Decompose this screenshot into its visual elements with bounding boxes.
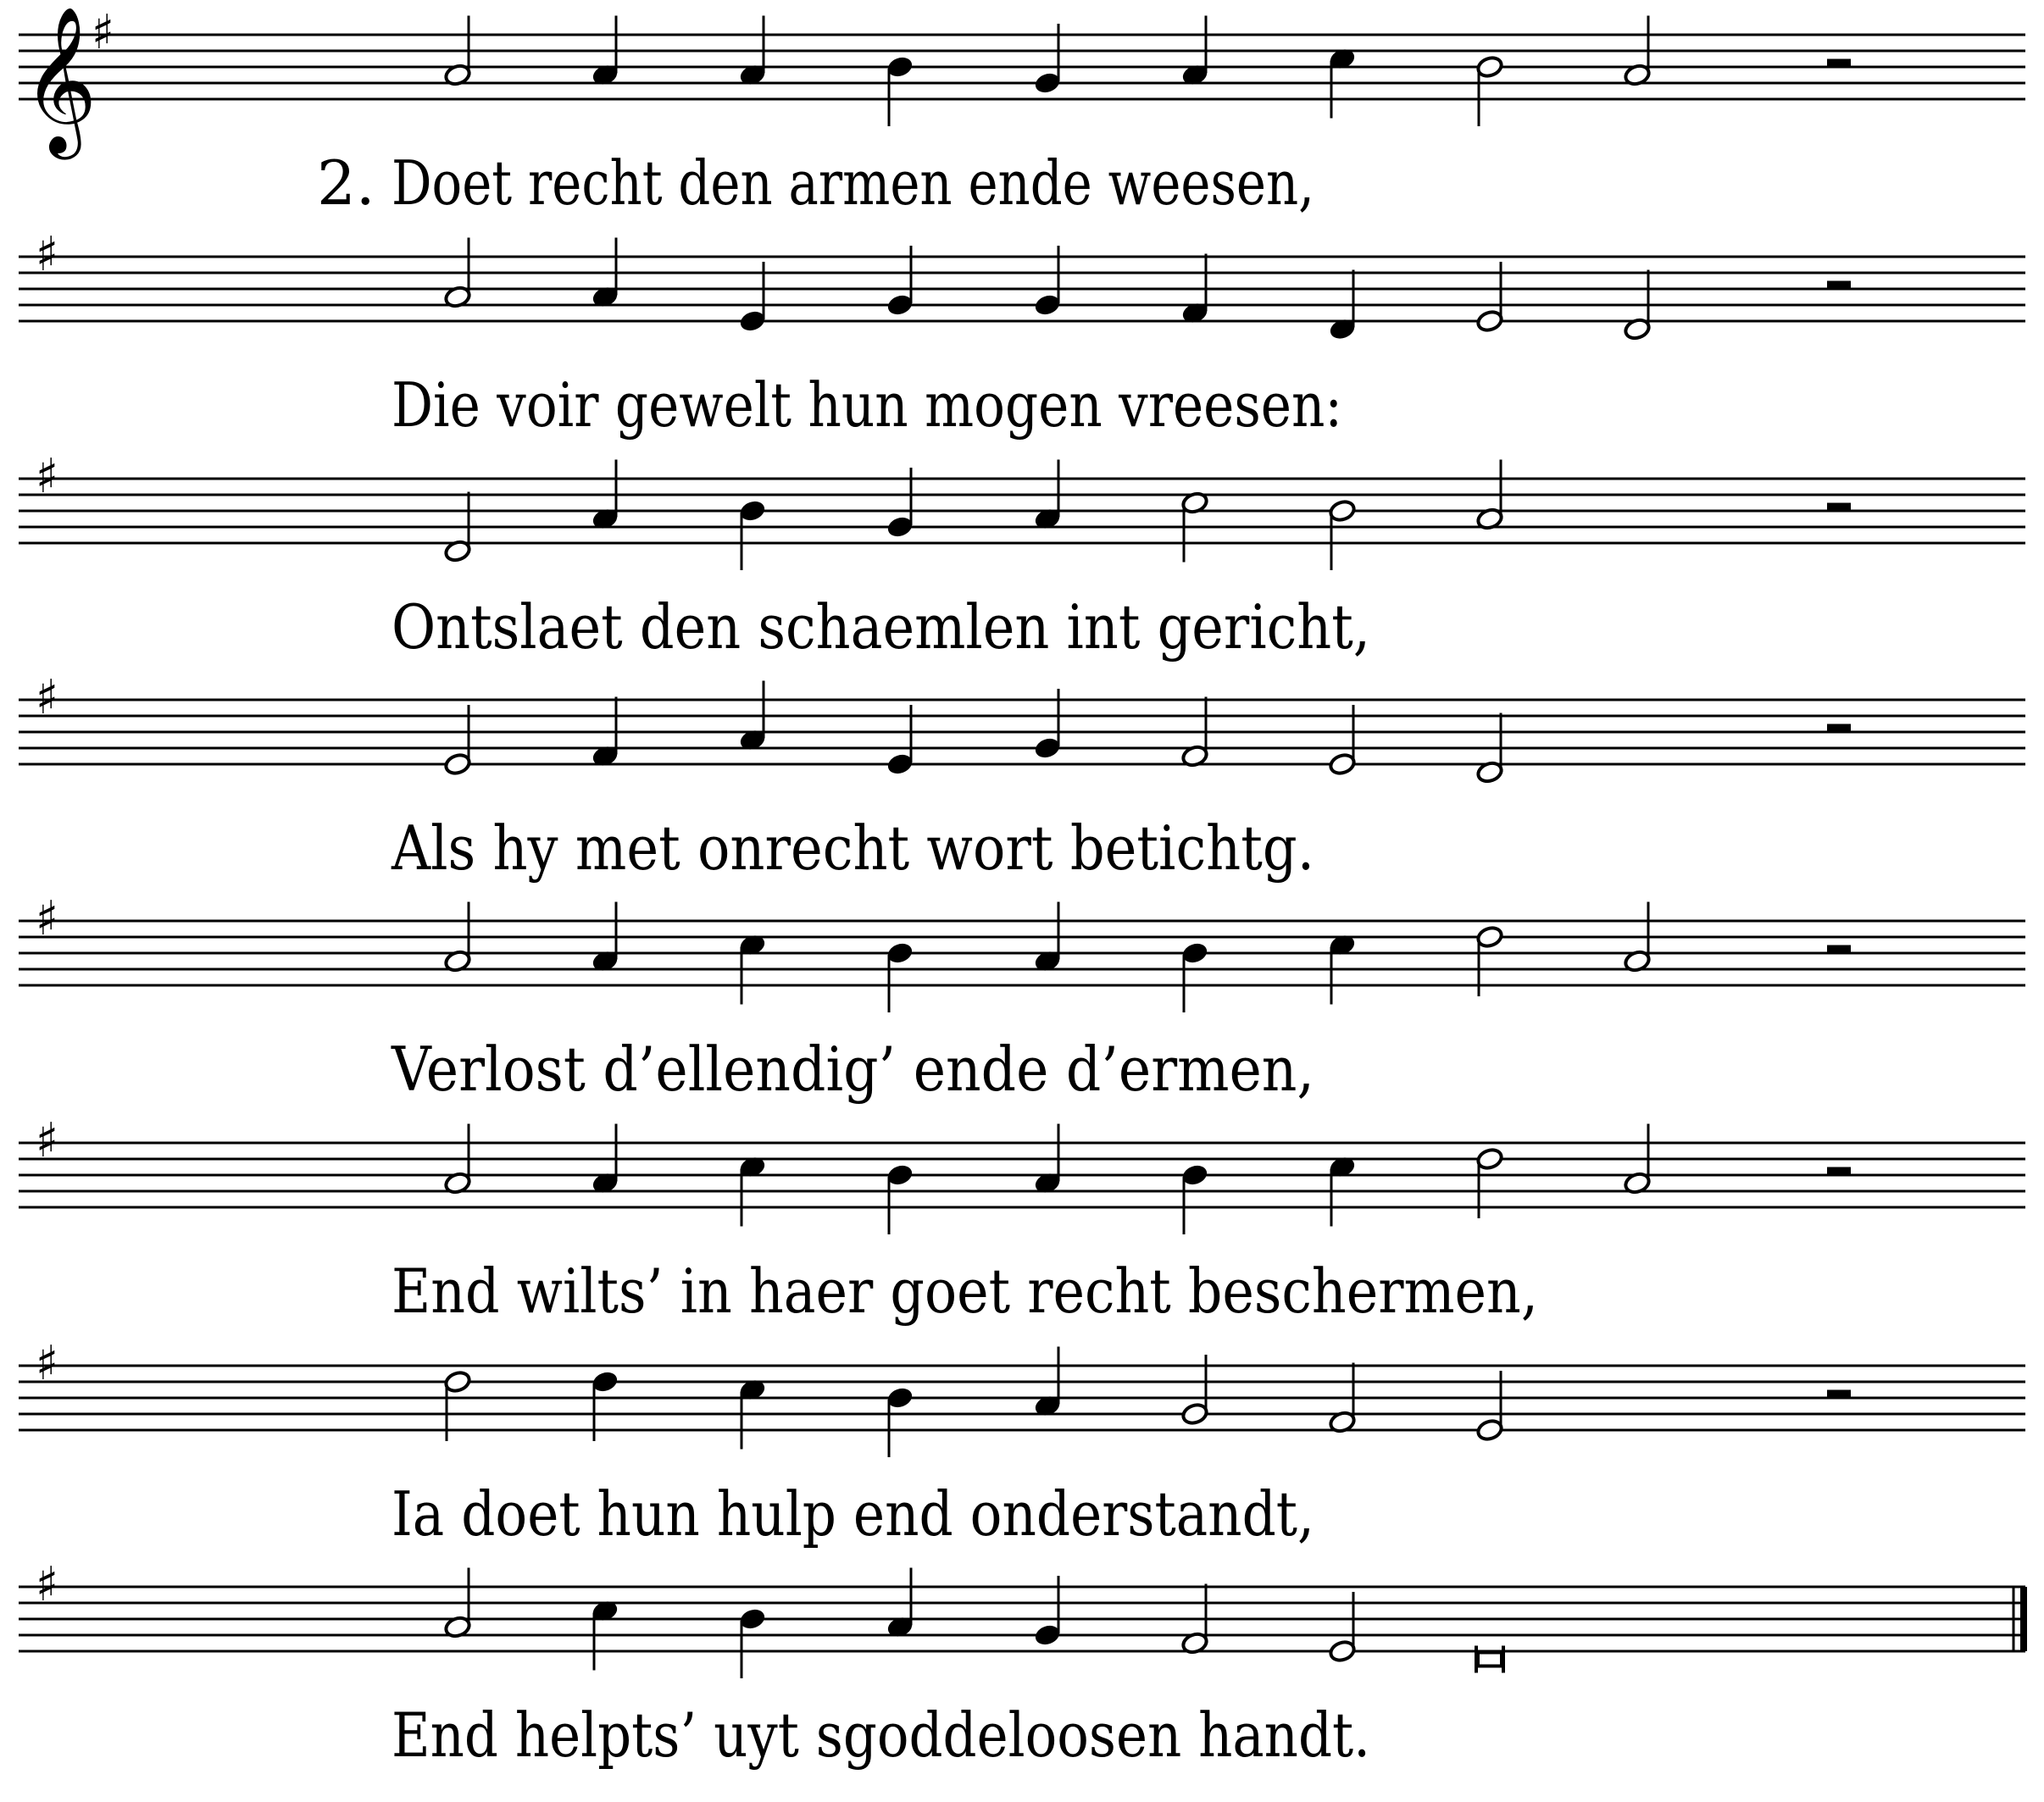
staff-system	[19, 227, 2025, 441]
note	[738, 499, 766, 570]
sharp-icon: ♯	[36, 449, 59, 504]
staff-system	[19, 1113, 2025, 1327]
note	[1180, 941, 1208, 1012]
half-rest-icon	[1827, 945, 1851, 954]
lyric-line: Die voir gewelt hun mogen vreesen:	[392, 369, 1342, 441]
half-rest-icon	[1827, 1390, 1851, 1399]
note	[886, 1386, 914, 1457]
lyric-line: End helpts’ uyt sgoddeloosen handt.	[392, 1699, 1370, 1771]
half-rest-icon	[1827, 1167, 1851, 1176]
lyric-line: Verlost d’ellendig’ ende d’ermen,	[391, 1034, 1315, 1105]
sharp-icon: ♯	[36, 1113, 59, 1168]
half-rest-icon	[1827, 59, 1851, 68]
lyric-line: Als hy met onrecht wort betichtg.	[391, 812, 1314, 884]
sharp-icon: ♯	[36, 670, 59, 725]
half-rest-icon	[1827, 503, 1851, 512]
staff-system	[19, 5, 2025, 219]
verse-number: 2.	[317, 147, 375, 219]
lyric-line: End wilts’ in haer goet recht beschermen,	[392, 1256, 1538, 1327]
lyric-line: Doet recht den armen ende weesen,	[392, 147, 1314, 219]
staff-system	[19, 1336, 2025, 1550]
sharp-icon: ♯	[36, 227, 59, 282]
half-rest-icon	[1827, 724, 1851, 733]
lyric-line: Ia doet hun hulp end onderstandt,	[392, 1478, 1314, 1550]
note	[886, 55, 914, 126]
note	[1475, 55, 1503, 126]
note	[1180, 1163, 1208, 1234]
treble-clef-icon: 𝄞	[22, 6, 97, 153]
note	[886, 941, 914, 1012]
sharp-icon: ♯	[36, 1557, 59, 1612]
note	[886, 1163, 914, 1234]
lyric-line: Ontslaet den schaemlen int gericht,	[392, 591, 1370, 663]
note	[738, 1607, 766, 1678]
note	[1476, 1646, 1503, 1673]
staff-system	[19, 891, 2025, 1105]
note	[1328, 499, 1356, 570]
staff-system	[19, 1557, 2025, 1771]
half-rest-icon	[1827, 281, 1851, 290]
sharp-icon: ♯	[36, 891, 59, 946]
sharp-icon: ♯	[92, 5, 115, 60]
sharp-icon: ♯	[36, 1336, 59, 1391]
staff-system	[19, 449, 2025, 663]
staff-system	[19, 670, 2025, 884]
